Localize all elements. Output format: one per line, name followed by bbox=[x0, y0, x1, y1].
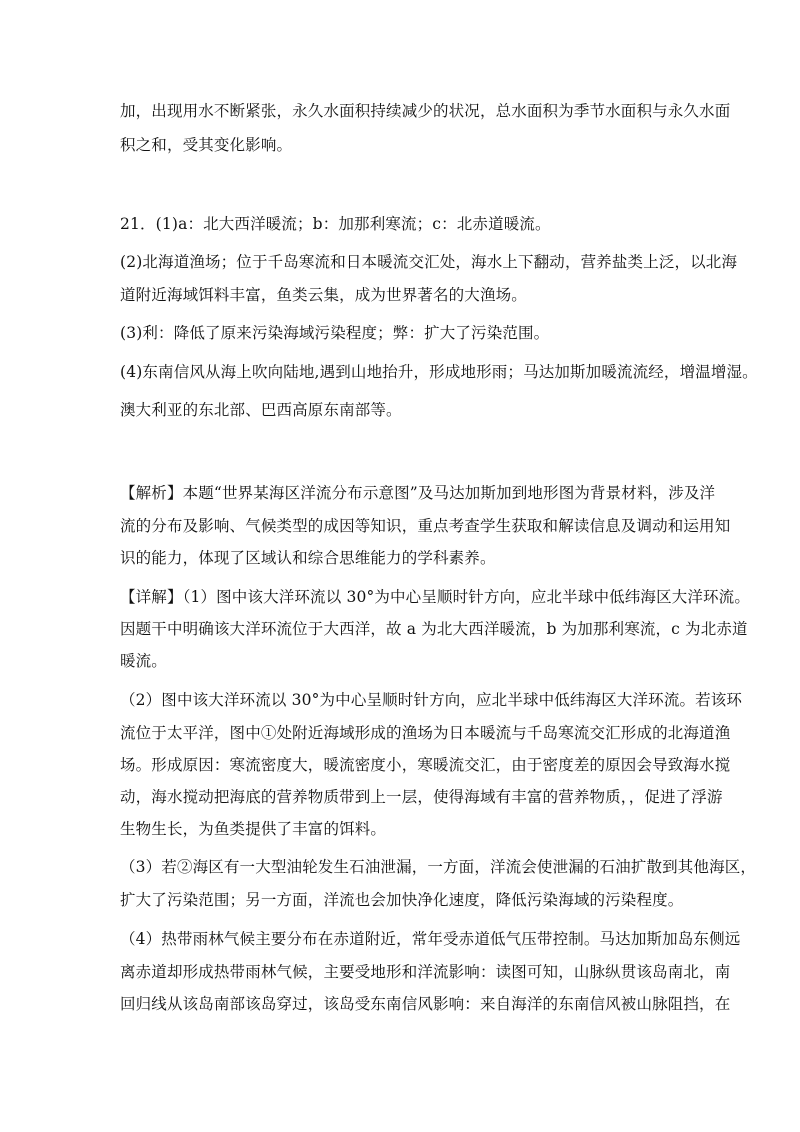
text-line: 流位于太平洋，图中①处附近海域形成的渔场为日本暖流与千岛寒流交汇形成的北海道渔 bbox=[120, 724, 731, 742]
answer-21-heading: 21．(1)a：北大西洋暖流；b：加那利寒流；c：北赤道暖流。 bbox=[120, 215, 551, 233]
text-line: （2）图中该大洋环流以 30°为中心呈顺时针方向，应北半球中低纬海区大洋环流。若该环 bbox=[120, 691, 743, 709]
text-line: 生物生长，为鱼类提供了丰富的饵料。 bbox=[120, 820, 387, 838]
text-line: 道附近海域饵料丰富，鱼类云集，成为世界著名的大渔场。 bbox=[120, 286, 527, 304]
text-line: （4）热带雨林气候主要分布在赤道附近，常年受赤道低气压带控制。马达加斯加岛东侧远 bbox=[120, 930, 741, 948]
text-line: 因题干中明确该大洋环流位于大西洋，故 a 为北大西洋暖流，b 为加那利寒流，c 为北赤道 bbox=[120, 620, 748, 638]
text-line: 离赤道却形成热带雨林气候，主要受地形和洋流影响：读图可知，山脉纵贯该岛南北，南 bbox=[120, 963, 731, 981]
text-line: 澳大利亚的东北部、巴西高原东南部等。 bbox=[120, 401, 402, 419]
text-line: (3)利：降低了原来污染海域污染程度；弊：扩大了污染范围。 bbox=[120, 324, 550, 342]
text-line: 扩大了污染范围；另一方面，洋流也会加快净化速度，降低污染海域的污染程度。 bbox=[120, 891, 684, 909]
text-line: 场。形成原因：寒流密度大，暖流密度小，寒暖流交汇，由于密度差的原因会导致海水搅 bbox=[120, 756, 731, 774]
text-line: 暖流。 bbox=[120, 652, 167, 670]
text-line: 积之和，受其变化影响。 bbox=[120, 136, 293, 154]
text-line: 识的能力，体现了区域认和综合思维能力的学科素养。 bbox=[120, 549, 496, 567]
text-line: 动，海水搅动把海底的营养物质带到上一层，使得海域有丰富的营养物质，，促进了浮游 bbox=[120, 788, 723, 806]
text-line: (4)东南信风从海上吹向陆地,遇到山地抬升，形成地形雨；马达加斯加暖流流经，增温增湿。 bbox=[120, 363, 758, 381]
detail-heading: 【详解】（1）图中该大洋环流以 30°为中心呈顺时针方向，应北半球中低纬海区大洋环流。 bbox=[120, 588, 750, 606]
text-line: 流的分布及影响、气候类型的成因等知识，重点考查学生获取和解读信息及调动和运用知 bbox=[120, 517, 731, 535]
text-line: (2)北海道渔场；位于千岛寒流和日本暖流交汇处，海水上下翻动，营养盐类上泛，以北海 bbox=[120, 253, 738, 271]
text-line: （3）若②海区有一大型油轮发生石油泄漏，一方面，洋流会使泄漏的石油扩散到其他海区， bbox=[120, 858, 757, 876]
text-line: 回归线从该岛南部该岛穿过，该岛受东南信风影响：来自海洋的东南信风被山脉阻挡，在 bbox=[120, 995, 731, 1013]
analysis-heading: 【解析】本题“世界某海区洋流分布示意图”及马达加斯加到地形图为背景材料，涉及洋 bbox=[120, 484, 716, 502]
text-line: 加，出现用水不断紧张，永久水面积持续减少的状况，总水面积为季节水面积与永久水面 bbox=[120, 102, 731, 120]
